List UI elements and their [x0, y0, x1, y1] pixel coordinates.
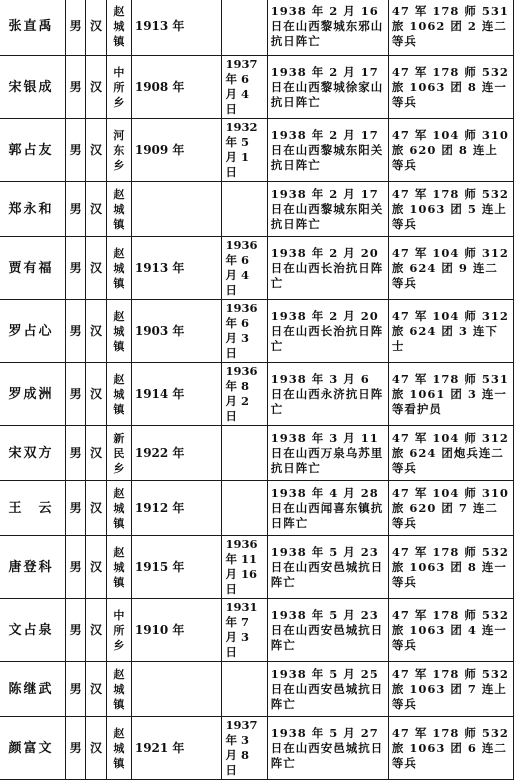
- ethnicity-cell: 汉: [86, 363, 107, 426]
- birthplace-cell: [107, 599, 132, 662]
- ethnicity-cell: 汉: [86, 0, 107, 56]
- birth-year-cell: 1908 年: [131, 56, 222, 119]
- birth-year-cell: 1912 年: [131, 481, 222, 536]
- ethnicity-cell: 汉: [86, 599, 107, 662]
- death-event-cell: 1938 年 3 月 11 日在山西万泉乌苏里抗日阵亡: [267, 426, 388, 481]
- sex-cell: 男: [66, 717, 86, 780]
- birth-year-cell: 1921 年: [131, 717, 222, 780]
- death-event-cell: 1938 年 2 月 20 日在山西长治抗日阵亡: [267, 300, 388, 363]
- birth-year-cell: 1915 年: [131, 536, 222, 599]
- birthplace-text: 赵城镇: [113, 5, 125, 48]
- birthplace-cell: [107, 662, 132, 717]
- death-event-cell: 1938 年 2 月 16 日在山西黎城东邪山抗日阵亡: [267, 0, 388, 56]
- enlist-date-cell: [222, 662, 267, 717]
- birthplace-cell: [107, 363, 132, 426]
- birthplace-text: 赵城镇: [113, 726, 125, 770]
- enlist-date-cell: 1937 年 6 月 4 日: [222, 56, 267, 119]
- birthplace-text: 赵城镇: [113, 246, 125, 290]
- enlist-date-cell: 1931 年 7 月 3 日: [222, 599, 267, 662]
- death-event-cell: 1938 年 5 月 23 日在山西安邑城抗日阵亡: [267, 599, 388, 662]
- birthplace-cell: [107, 536, 132, 599]
- birthplace-cell: [107, 426, 132, 481]
- ethnicity-cell: 汉: [86, 717, 107, 780]
- birthplace-cell: [107, 56, 132, 119]
- death-event-cell: 1938 年 2 月 17 日在山西黎城东阳关抗日阵亡: [267, 182, 388, 237]
- military-unit-cell: 47 军 178 师 532 旅 1063 团 5 连上等兵: [388, 182, 513, 237]
- table-row: [0, 182, 514, 237]
- enlist-date-cell: [222, 481, 267, 536]
- enlist-date-cell: 1936 年 6 月 3 日: [222, 300, 267, 363]
- table-row: [0, 599, 514, 662]
- birthplace-text: 赵城镇: [113, 667, 125, 711]
- military-unit-cell: 47 军 178 师 531 旅 1062 团 2 连二等兵: [388, 0, 513, 56]
- death-event-cell: 1938 年 5 月 25 日在山西安邑城抗日阵亡: [267, 662, 388, 717]
- person-name: 郭占友: [0, 119, 66, 182]
- birthplace-text: 赵城镇: [113, 486, 125, 530]
- sex-cell: 男: [66, 536, 86, 599]
- death-event-cell: 1938 年 2 月 17 日在山西黎城徐家山抗日阵亡: [267, 56, 388, 119]
- sex-cell: 男: [66, 56, 86, 119]
- table-row: [0, 363, 514, 426]
- sex-cell: 男: [66, 363, 86, 426]
- birthplace-cell: [107, 0, 132, 56]
- birth-year-cell: 1913 年: [131, 237, 222, 300]
- sex-cell: 男: [66, 426, 86, 481]
- person-name: 王 云: [0, 481, 66, 536]
- person-name: 郑永和: [0, 182, 66, 237]
- person-name: 罗占心: [0, 300, 66, 363]
- person-name: 文占泉: [0, 599, 66, 662]
- sex-cell: 男: [66, 119, 86, 182]
- military-unit-cell: 47 军 178 师 531 旅 1061 团 3 连一等看护员: [388, 363, 513, 426]
- death-event-cell: 1938 年 5 月 23 日在山西安邑城抗日阵亡: [267, 536, 388, 599]
- military-unit-cell: 47 军 178 师 532 旅 1063 团 8 连一等兵: [388, 536, 513, 599]
- birth-year-cell: 1914 年: [131, 363, 222, 426]
- birth-year-cell: 1922 年: [131, 426, 222, 481]
- enlist-date-cell: 1936 年 6 月 4 日: [222, 237, 267, 300]
- table-row: [0, 536, 514, 599]
- birthplace-text: 中所乡: [113, 65, 125, 109]
- person-name: 颜富文: [0, 717, 66, 780]
- military-unit-cell: 47 军 178 师 532 旅 1063 团 8 连一等兵: [388, 56, 513, 119]
- birthplace-text: 赵城镇: [113, 187, 125, 231]
- ethnicity-cell: 汉: [86, 481, 107, 536]
- military-unit-cell: 47 军 104 师 310 旅 620 团 8 连上等兵: [388, 119, 513, 182]
- table-row: [0, 481, 514, 536]
- military-unit-cell: 47 军 178 师 532 旅 1063 团 6 连二等兵: [388, 717, 513, 780]
- sex-cell: 男: [66, 662, 86, 717]
- table-row: [0, 662, 514, 717]
- death-event-cell: 1938 年 5 月 27 日在山西安邑城抗日阵亡: [267, 717, 388, 780]
- military-unit-cell: 47 军 178 师 532 旅 1063 团 7 连上等兵: [388, 662, 513, 717]
- enlist-date-cell: [222, 0, 267, 56]
- death-event-cell: 1938 年 2 月 17 日在山西黎城东阳关抗日阵亡: [267, 119, 388, 182]
- enlist-date-cell: [222, 182, 267, 237]
- birth-year-cell: 1913 年: [131, 0, 222, 56]
- ethnicity-cell: 汉: [86, 300, 107, 363]
- birthplace-text: 中所乡: [113, 608, 125, 652]
- enlist-date-cell: 1932 年 5 月 1 日: [222, 119, 267, 182]
- ethnicity-cell: 汉: [86, 426, 107, 481]
- birthplace-cell: [107, 717, 132, 780]
- birth-year-cell: [131, 662, 222, 717]
- table-row: [0, 717, 514, 780]
- sex-cell: 男: [66, 237, 86, 300]
- enlist-date-cell: 1936 年 11 月 16 日: [222, 536, 267, 599]
- sex-cell: 男: [66, 182, 86, 237]
- birthplace-text: 赵城镇: [113, 545, 125, 589]
- enlist-date-cell: 1936 年 8 月 2 日: [222, 363, 267, 426]
- person-name: 宋银成: [0, 56, 66, 119]
- enlist-date-cell: 1937 年 3 月 8 日: [222, 717, 267, 780]
- enlist-date-cell: [222, 426, 267, 481]
- birthplace-cell: [107, 237, 132, 300]
- birthplace-cell: [107, 300, 132, 363]
- military-unit-cell: 47 军 104 师 312 旅 624 团 9 连二等兵: [388, 237, 513, 300]
- military-unit-cell: 47 军 104 师 310 旅 620 团 7 连二等兵: [388, 481, 513, 536]
- person-name: 贾有福: [0, 237, 66, 300]
- death-event-cell: 1938 年 3 月 6 日在山西永济抗日阵亡: [267, 363, 388, 426]
- table-row: [0, 237, 514, 300]
- ethnicity-cell: 汉: [86, 662, 107, 717]
- person-name: 罗成洲: [0, 363, 66, 426]
- sex-cell: 男: [66, 0, 86, 56]
- birth-year-cell: 1903 年: [131, 300, 222, 363]
- birth-year-cell: [131, 182, 222, 237]
- ethnicity-cell: 汉: [86, 182, 107, 237]
- table-row: [0, 119, 514, 182]
- death-event-cell: 1938 年 2 月 20 日在山西长治抗日阵亡: [267, 237, 388, 300]
- table-row: [0, 56, 514, 119]
- birthplace-cell: [107, 481, 132, 536]
- birth-year-cell: 1910 年: [131, 599, 222, 662]
- ethnicity-cell: 汉: [86, 237, 107, 300]
- death-event-cell: 1938 年 4 月 28 日在山西闻喜东镇抗日阵亡: [267, 481, 388, 536]
- person-name: 张直禹: [0, 0, 66, 56]
- military-unit-cell: 47 军 104 师 312 旅 624 团 3 连下士: [388, 300, 513, 363]
- ethnicity-cell: 汉: [86, 119, 107, 182]
- military-unit-cell: 47 军 104 师 312 旅 624 团炮兵连二等兵: [388, 426, 513, 481]
- person-name: 唐登科: [0, 536, 66, 599]
- person-name: 宋双方: [0, 426, 66, 481]
- birthplace-cell: [107, 119, 132, 182]
- birthplace-text: 赵城镇: [113, 372, 125, 416]
- ethnicity-cell: 汉: [86, 536, 107, 599]
- sex-cell: 男: [66, 300, 86, 363]
- ethnicity-cell: 汉: [86, 56, 107, 119]
- birthplace-text: 新民乡: [113, 431, 125, 475]
- person-name: 陈继武: [0, 662, 66, 717]
- military-unit-cell: 47 军 178 师 532 旅 1063 团 4 连一等兵: [388, 599, 513, 662]
- birthplace-text: 河东乡: [113, 128, 125, 172]
- table-row: [0, 300, 514, 363]
- table-row: [0, 426, 514, 481]
- birthplace-cell: [107, 182, 132, 237]
- table-row: [0, 0, 514, 56]
- birthplace-text: 赵城镇: [113, 309, 125, 353]
- sex-cell: 男: [66, 599, 86, 662]
- sex-cell: 男: [66, 481, 86, 536]
- birth-year-cell: 1909 年: [131, 119, 222, 182]
